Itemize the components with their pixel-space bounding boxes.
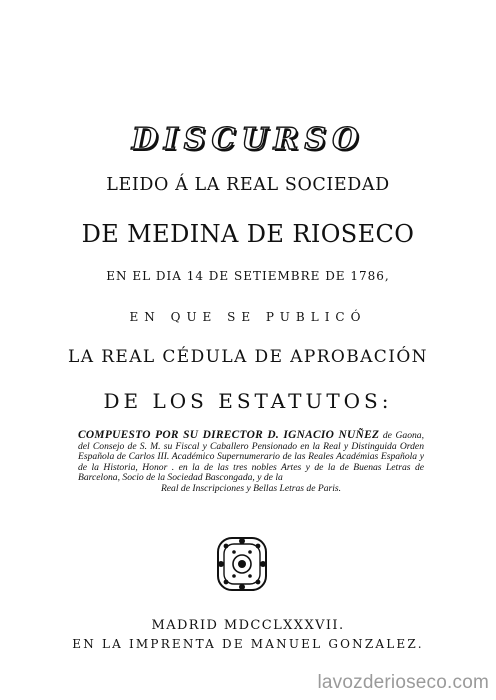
title: DISCURSO [131,122,365,157]
author-lead: COMPUESTO POR SU DIRECTOR D. IGNACIO NUÑEZ [78,429,380,441]
watermark: lavozderioseco.com [317,672,489,693]
author-last-line: Real de Inscripciones y Bellas Letras de Paris. [160,482,342,494]
date-line: EN EL DIA 14 DE SETIEMBRE DE 1786, [106,269,390,283]
printer-line: EN LA IMPRENTA DE MANUEL GONZALEZ. [72,637,424,651]
subtitle-leido: LEIDO Á LA REAL SOCIEDAD [106,175,390,195]
place-line: MADRID MDCCLXXXVII. [151,618,345,633]
subtitle-medina: DE MEDINA DE RIOSECO [81,220,415,248]
publico-line: EN QUE SE PUBLICÓ [129,310,367,324]
cedula-line: LA REAL CÉDULA DE APROBACIÓN [68,347,428,367]
author-block [78,430,424,495]
author-body: de Gaona, del Consejo de S. M. su Fiscal y Caballero Pensionado en la Real y Distinguida Orden Española de Carlos III. Académico Supernumerario de las Reales Académias Española y de la Historia, Honor . en la de las tres nobles Artes y de la de Buenas Letras de Barcelona, Socio de la Sociedad Bascongada, y de la [78,430,424,484]
estatutos-line: DE LOS ESTATUTOS: [103,389,393,413]
printer-ornament-icon [214,534,270,594]
